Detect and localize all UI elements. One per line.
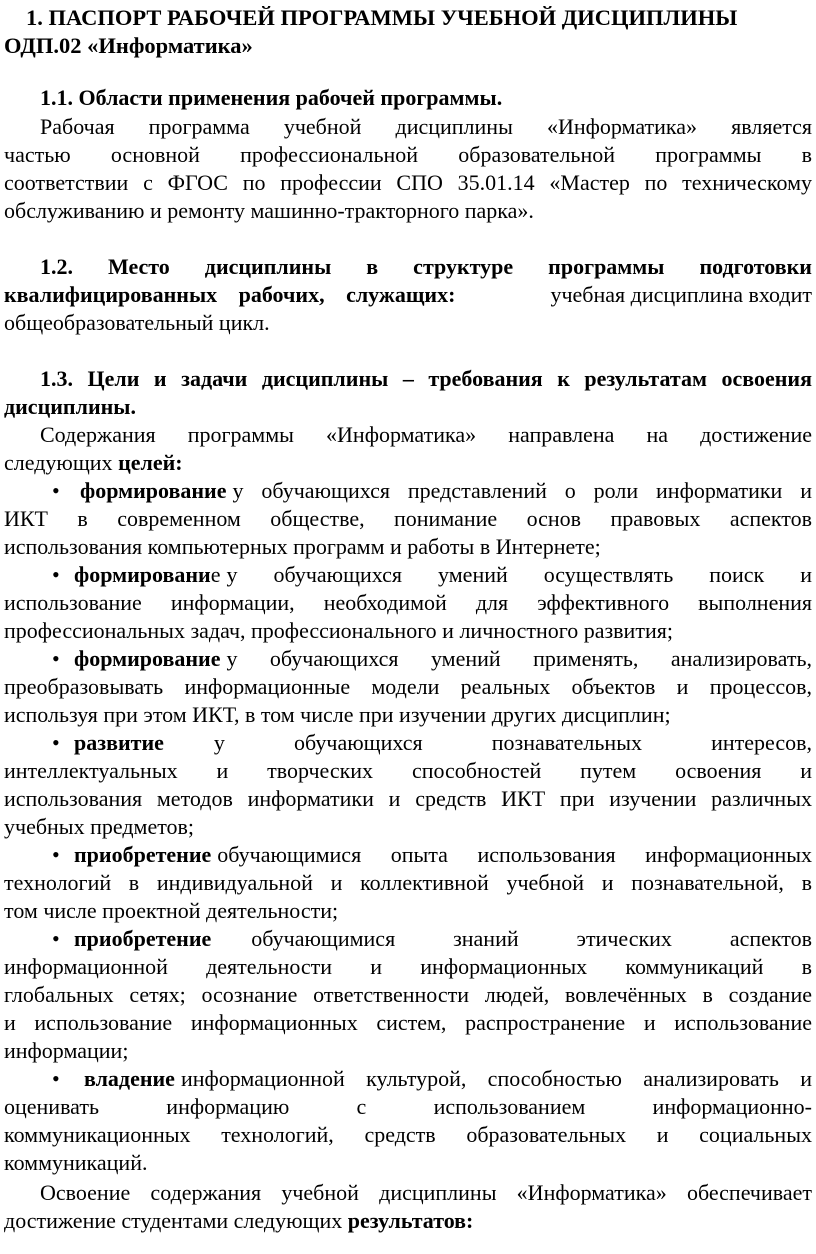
goal-line: глобальных сетях; осознание ответственности людей, вовлечённых в создание: [4, 982, 812, 1007]
goal-line: оценивать информацию с использованием информационно-: [4, 1094, 812, 1119]
section-1-1-line: Рабочая программа учебной дисциплины «Информатика» является: [40, 114, 812, 139]
goal-line: информации;: [4, 1038, 129, 1063]
goal-line: том числе проектной деятельности;: [4, 898, 339, 923]
bullet-icon: •: [52, 842, 60, 867]
bullet-icon: •: [52, 646, 60, 671]
goal-bold: формировани: [74, 562, 211, 587]
goal-line: коммуникационных технологий, средств образовательных и социальных: [4, 1122, 812, 1147]
goal-line: коммуникаций.: [4, 1150, 148, 1175]
goal-line: и использование информационных систем, распространение и использование: [4, 1010, 812, 1035]
goal-bold: приобретение: [74, 842, 212, 867]
goal-line: учебных предметов;: [4, 814, 195, 839]
section-1-2-line: [4, 281, 812, 309]
goal-text: у обучающихся умений применять, анализировать,: [226, 646, 812, 671]
bullet-icon: •: [52, 730, 60, 755]
bullet-icon: •: [52, 926, 60, 951]
goal-line: использование информации, необходимой для эффективного выполнения: [4, 590, 812, 615]
section-1-2-line: общеобразовательный цикл.: [4, 310, 270, 335]
intro-text: следующих: [4, 450, 113, 475]
section-1-2-heading: 1.2. Место дисциплины в структуре программы подготовки: [40, 254, 812, 279]
goal-line: интеллектуальных и творческих способностей путем освоения и: [4, 758, 812, 783]
goal-text: обучающимися опыта использования информационных: [217, 842, 812, 867]
section-1-3-heading: 1.3. Цели и задачи дисциплины – требования к результатам освоения: [40, 366, 812, 391]
goal-line: преобразовывать информационные модели реальных объектов и процессов,: [4, 674, 812, 699]
goal-item: [52, 477, 812, 505]
goal-bold: формирование: [74, 646, 221, 671]
goal-item: [52, 561, 812, 589]
goal-item: [52, 925, 812, 953]
goal-text: информационной культурой, способностью анализировать и: [180, 1066, 812, 1091]
section-1-2-rest: учебная дисциплина входит: [550, 282, 812, 307]
section-1-3-heading: дисциплины.: [4, 394, 136, 419]
goal-line: ИКТ в современном обществе, понимание основ правовых аспектов: [4, 506, 812, 531]
outro-line: Освоение содержания учебной дисциплины «Информатика» обеспечивает: [40, 1180, 812, 1205]
goal-text: у обучающихся умений осуществлять поиск и: [226, 562, 812, 587]
section-1-1-heading: 1.1. Области применения рабочей программы.: [40, 85, 503, 110]
goal-item: [52, 1065, 812, 1093]
section-1-2-bold: квалифицированных рабочих, служащих:: [4, 282, 456, 307]
goal-text: обучающимися знаний этических аспектов: [251, 926, 812, 951]
goal-line: использования методов информатики и средств ИКТ при изучении различных: [4, 786, 812, 811]
title-line-1: 1. ПАСПОРТ РАБОЧЕЙ ПРОГРАММЫ УЧЕБНОЙ ДИСЦИПЛИНЫ: [26, 5, 738, 30]
section-1-3-intro: [4, 449, 812, 477]
goal-bold: развитие: [74, 730, 164, 755]
goal-line: профессиональных задач, профессионального и личностного развития;: [4, 618, 673, 643]
goal-text: у обучающихся познавательных интересов,: [213, 730, 812, 755]
section-1-3-intro: Содержания программы «Информатика» направлена на достижение: [40, 422, 812, 447]
goal-bold: владение: [84, 1066, 175, 1091]
bullet-icon: •: [52, 562, 60, 587]
section-1-1-line: частью основной профессиональной образовательной программы в: [4, 142, 812, 167]
goal-text: у обучающихся представлений о роли информатики и: [232, 478, 812, 503]
outro-text: достижение студентами следующих: [4, 1208, 343, 1233]
goal-bold: приобретение: [74, 926, 212, 951]
goal-item: [52, 645, 812, 673]
bullet-icon: •: [52, 1066, 60, 1091]
outro-line: [4, 1207, 812, 1235]
goal-item: [52, 729, 812, 757]
goal-item: [52, 841, 812, 869]
section-1-1-line: обслуживанию и ремонту машинно-тракторного парка».: [4, 198, 534, 223]
section-1-1-line: соответствии с ФГОС по профессии СПО 35.01.14 «Мастер по техническому: [4, 170, 812, 195]
goal-line: информационной деятельности и информационных коммуникаций в: [4, 954, 812, 979]
outro-bold: результатов:: [347, 1208, 474, 1233]
goal-line: технологий в индивидуальной и коллективной учебной и познавательной, в: [4, 870, 812, 895]
goal-line: использования компьютерных программ и работы в Интернете;: [4, 534, 601, 559]
intro-bold: целей:: [118, 450, 183, 475]
goal-line: используя при этом ИКТ, в том числе при изучении других дисциплин;: [4, 702, 671, 727]
bullet-icon: •: [52, 478, 60, 503]
goal-bold: формирование: [80, 478, 227, 503]
title-line-2: ОДП.02 «Информатика»: [4, 33, 253, 58]
goal-tail: е: [210, 562, 221, 587]
